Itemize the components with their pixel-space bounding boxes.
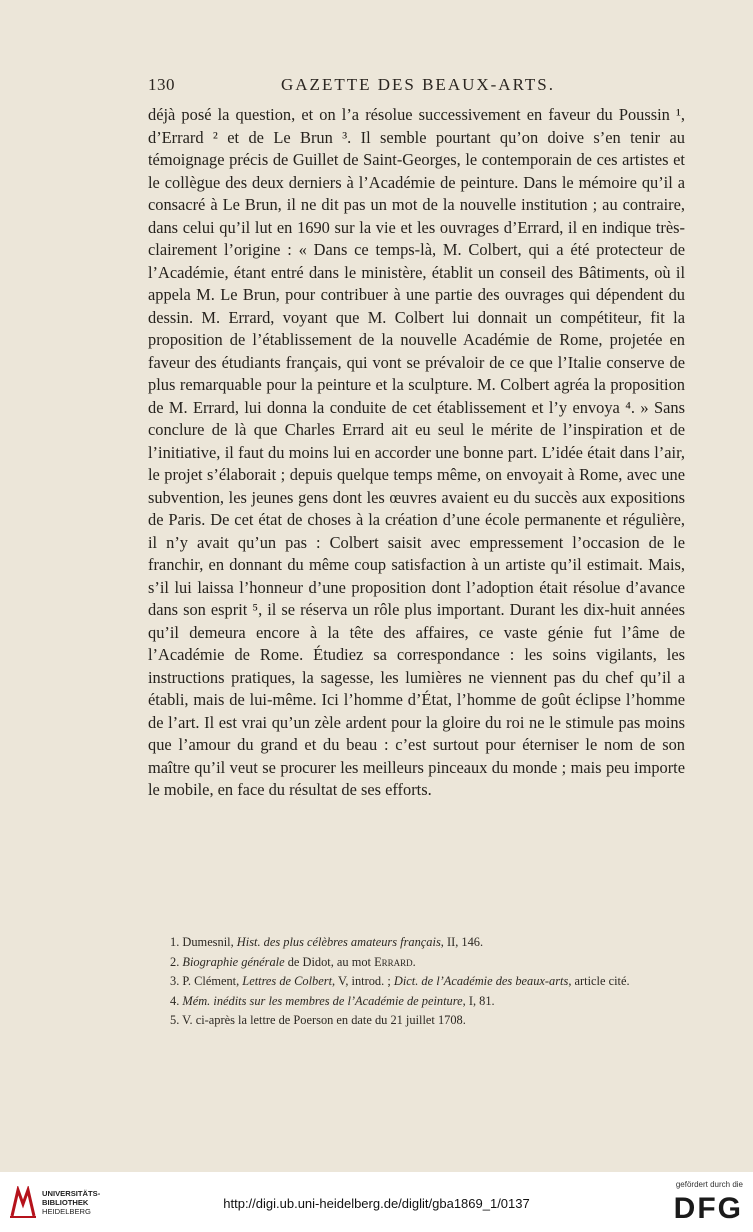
dfg-wordmark: DFG [673,1192,743,1225]
footnote-5: 5. V. ci-après la lettre de Poerson en date du 21 juillet 1708. [170,1013,466,1027]
running-header [148,75,688,101]
footnote-3: 3. P. Clément, Lettres de Colbert, V, introd. ; Dict. de l’Académie des beaux-arts, article cité. [170,974,630,988]
dfg-logo[interactable] [653,1180,743,1226]
journal-title: GAZETTE DES BEAUX-ARTS. [281,75,555,94]
library-name-line3: HEIDELBERG [42,1207,91,1216]
funder-caption: gefördert durch die [675,1180,743,1189]
library-name-line2: BIBLIOTHEK [42,1198,89,1207]
page-url-link[interactable]: http://digi.ub.uni-heidelberg.de/diglit/gba1869_1/0137 [223,1196,530,1211]
library-name-line1: UNIVERSITÄTS- [42,1189,101,1198]
page-number: 130 [148,75,175,94]
main-paragraph: déjà posé la question, et on l’a résolue successivement en faveur du Poussin ¹, d’Errard ² et de Le Brun ³. Il semble pourtant qu’on doive s’en tenir au témoignage précis de Guillet de Saint-Georges, le contemporain de ces artistes et le collègue des deux derniers à l’Académie de peinture. Dans le mémoire qu’il a consacré à Le Brun, il ne dit pas un mot de la nouvelle institution ; au contraire, dans celui qu’il lut en 1690 sur la vie et les ouvrages d’Errard, il en indique très-clairement l’origine : « Dans ce temps-là, M. Colbert, qui a été protecteur de l’Académie, étant entré dans le ministère, établit un conseil des Bâtiments, où il appela M. Le Brun, pour contribuer à une partie des ouvrages qui dépendent du dessin. M. Errard, voyant que M. Colbert lui donnait un compétiteur, fit la proposition de l’établissement de la nouvelle Académie de Rome, projetée en faveur des étudiants français, qui vont se prévaloir de ce que l’Italie conserve de plus remarquable pour la peinture et la sculpture. M. Colbert agréa la proposition de M. Errard, lui donna la conduite de cet établissement et l’y envoya ⁴. » Sans conclure de là que Charles Errard ait eu seul le mérite de l’inspiration et de l’initiative, il faut du moins lui en accorder une bonne part. L’idée était dans l’air, le projet s’élaborait ; depuis quelque temps même, on envoyait à Rome, avec une subvention, les jeunes gens dont les œuvres avaient eu du succès aux expositions de Paris. De cet état de choses à la création d’une école permanente et régulière, il n’y avait qu’un pas : Colbert saisit avec empressement l’occasion de le franchir, en donnant du même coup satisfaction à un artiste qu’il estimait. Mais, s’il lui laissa l’honneur d’une proposition dont l’adoption était résolue d’avance dans son esprit ⁵, il se réserva un rôle plus important. Durant les dix-huit années qu’il demeura encore à la tête des affaires, ce vaste génie fut l’âme de l’Académie de Rome. Étudiez sa correspondance : les soins vigilants, les instructions pratiques, la sagesse, les lumières ne viennent pas du chef qu’il a établi, mais de lui-même. Ici l’homme d’État, l’homme de goût éclipse l’homme de l’art. Il est vrai qu’un zèle ardent pour la gloire du roi ne le stimule pas moins que l’amour du grand et du beau : c’est surtout pour éterniser le nom de son maître qu’il veut se procurer les meilleurs pinceaux du monde ; mais peu importe le mobile, en face du résultat de ses efforts. [148,105,685,799]
footnote-1: 1. Dumesnil, Hist. des plus célèbres amateurs français, II, 146. [170,935,484,949]
footnote-4: 4. Mém. inédits sur les membres de l’Académie de peinture, I, 81. [170,993,495,1008]
footnotes [148,933,685,1031]
footnote-2: 2. Biographie générale de Didot, au mot Errard. [170,954,416,969]
footer-bar [0,1172,753,1232]
body-text [148,104,685,802]
